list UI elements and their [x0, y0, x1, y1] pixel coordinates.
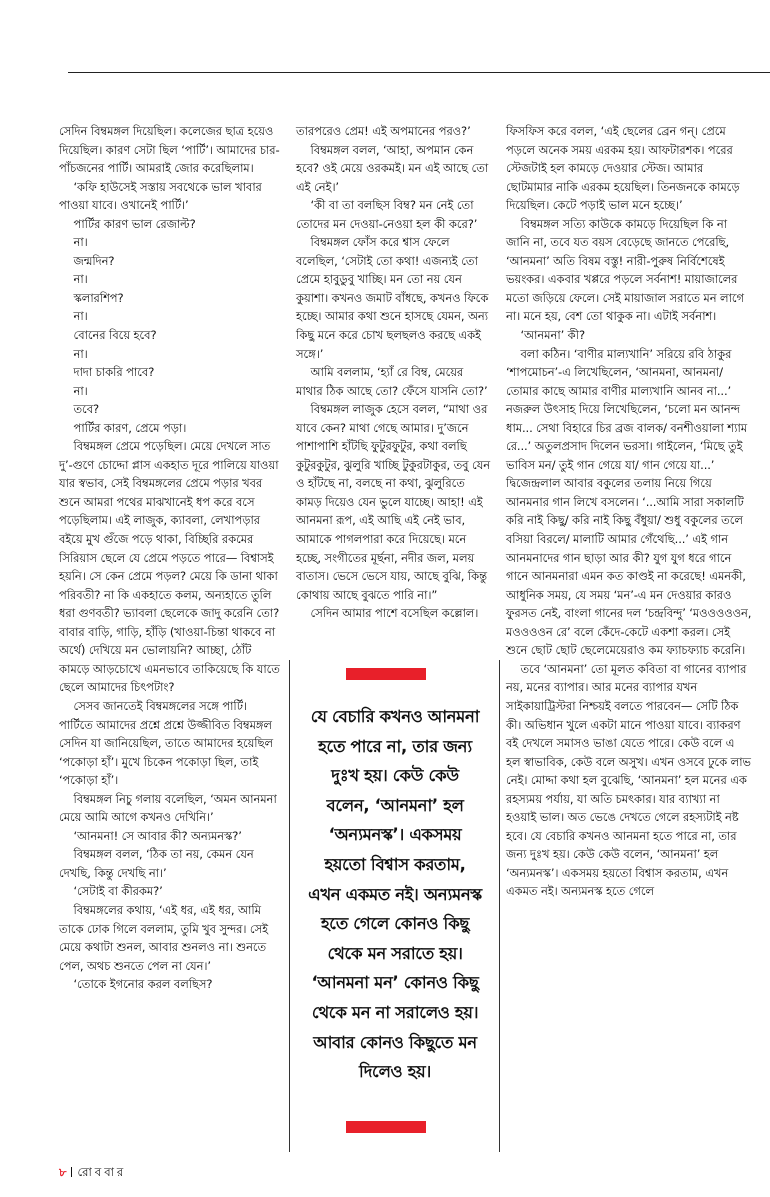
paragraph: বিম্বমঙ্গলের কথায়, ‘এই ধর, এই ধর, আমি তাকে ঢোক গিলে বললাম, তুমি খুব সুন্দর। সেই মেয়ে কথাটা শুনল, আবার শুনলও না। শুনতে পেল, অথচ শুনতে পেল না যেন।’ [59, 902, 268, 973]
paragraph: না। [73, 235, 88, 250]
paragraph: তবে? [73, 402, 100, 417]
folio-divider [71, 1167, 72, 1177]
pull-quote [296, 664, 492, 1148]
paragraph: আমি বললাম, ‘হ্যাঁ রে বিম্ব, মেয়ের মাথার ঠিক আছে তো? ফেঁসে যাসনি তো?’ [296, 365, 488, 398]
paragraph: তারপরেও প্রেম! এই অপমানের পরও?’ [296, 124, 471, 138]
paragraph: বিম্বমঙ্গল ফোঁস করে শ্বাস ফেলে বলেছিল, ‘সেটাই তো কথা! এজন্যই তো প্রেমে হাবুডুবু খাচ্ছি। মন তো নয় যেন কুয়াশা। কখনও জমাট বাঁধছে, কখনও ফিকে হচ্ছে। আমার কথা শুনে হাসছে যেমন, অন্য কিছু মনে করে চোখ ছলছলও করছে একই সঙ্গে।’ [296, 235, 489, 361]
paragraph: ‘কফি হাউসেই সস্তায় সবথেকে ভাল খাবার পাওয়া যাবে। ওখানেই পার্টি।’ [59, 179, 262, 213]
paragraph: পার্টির কারণ, প্রেমে পড়া। [73, 420, 187, 435]
paragraph: স্কলারশিপ? [73, 290, 124, 305]
article-column-3 [506, 122, 752, 901]
pull-quote-text: যে বেচারি কখনও আনমনা হতে পারে না, তার জন্য দুঃখ হয়। কেউ কেউ বলেন, ‘আনমনা’ হল ‘অন্যমনস্ক’। একসময় হয়তো বিশ্বাস করতাম, এখন একমত নই। অন্যমনস্ক হতে গেলে কোনও কিছু থেকে মন সরাতে হয়। ‘আনমনা মন’ কোনও কিছু থেকে মন না সরালেও হয়। আবার কোনও কিছুতে মন দিলেও হয়। [308, 707, 482, 1082]
paragraph: বিম্বমঙ্গল লাজুক হেসে বলল, “মাথা ওর যাবে কেন? মাথা গেছে আমার। দু’জনে পাশাপাশি হাঁটছি ফুটুরফুটুর, কথা বলছি কুটুরকুটুর, ঝুলুরি খাচ্ছি টুকুরটাকুর, তবু যেন ও হাঁটছে না, বলছে না কথা, ঝুলুরিতে কামড় দিয়েও যেন ভুলে যাচ্ছে। আহা! এই আনমনা রূপ, এই আছি এই নেই ভাব, আমাকে পাগলপারা করে দিয়েছে। মনে হচ্ছে, সংগীতের মূর্ছনা, নদীর জল, মলয় বাতাস। ভেসে ভেসে যায়, আছে বুঝি, কিন্তু কোথায় আছে বুঝতে পারি না।” [296, 402, 491, 602]
magazine-name: রোববার [77, 1165, 127, 1179]
column-divider-left [289, 660, 290, 1152]
paragraph: পার্টির কারণ ভাল রেজাল্ট? [73, 216, 196, 231]
paragraph: ‘আনমনা’ কী? [520, 328, 585, 343]
paragraph: বিম্বমঙ্গল প্রেমে পড়েছিল। মেয়ে দেখলে সাত দু’-গুণে চোদ্দো প্লাস একহাত দূরে পালিয়ে যাওয়া যার স্বভাব, সেই বিম্বমঙ্গলের প্রেমে পড়ার খবর শুনে আমরা পথের মাঝখানেই ধপ করে বসে পড়েছিলাম। এই লাজুক, ক্যাবলা, লেখাপড়ার বইয়ে মুখ গুঁজে পড়ে থাকা, বিচ্ছিরি রকমের সিরিয়াস ছেলে যে প্রেমে পড়তে পারে— বিশ্বাসই হয়নি। সে কেন প্রেমে পড়ল? মেয়ে কি ডানা থাকা পরিবতী? না কি একহাতে কলম, অন্যহাতে তুলি ধরা গুণবতী? ভ্যাবলা ছেলেকে জাদু করেনি তো? বাবার বাড়ি, গাড়ি, হাঁড়ি (খাওয়া-চিন্তা থাকবে না অর্থে) দেখিয়ে মন ভোলায়নি? আচ্ছা, ঠোঁট কামড়ে আড়চোখে এমনভাবে তাকিয়েছে কি যাতে ছেলে আমাদের চিৎপটাং? [59, 439, 280, 695]
paragraph: না। [73, 272, 88, 287]
paragraph: বোনের বিয়ে হবে? [73, 328, 157, 343]
paragraph: ফিসফিস করে বলল, ‘এই ছেলের ব্রেন গন্। প্রেমে পড়লে অনেক সময় এরকম হয়। আফটারশক। পরের স্টেজটাই হল কামড়ে দেওয়ার স্টেজ। আমার ছোটমামার নাকি এরকম হয়েছিল। তিনজনকে কামড়ে দিয়েছিল। কেটে পড়াই ভাল মনে হচ্ছে।’ [506, 124, 740, 213]
pull-quote-bottom-bar [346, 1121, 426, 1133]
paragraph: না। [73, 309, 88, 324]
paragraph: ‘তোকে ইগনোর করল বলছিস? [73, 977, 213, 992]
paragraph: ‘কী বা তা বলছিস বিম্ব? মন নেই তো তোদের মন দেওয়া-নেওয়া হল কী করে?’ [296, 198, 478, 231]
paragraph: তবে ‘আনমনা’ তো মূলত কবিতা বা গানের ব্যাপার নয়, মনের ব্যাপার। আর মনের ব্যাপার যখন সাইকায়াট্রিস্টরা নিশ্চয়ই বলতে পারবেন— সেটি ঠিক কী। অভিধান খুলে একটা মানে পাওয়া যাবে। ব্যাকরণ বই দেখলে সমাসও ভাঙা যেতে পারে। কেউ বলে এ হল স্বাভাবিক, কেউ বলে অসুখ। এখন ওসবে ঢুকে লাভ নেই। মোদ্দা কথা হল বুঝেছি, ‘আনমনা’ হল মনের এক রহস্যময় পর্যায়, যা অতি চমৎকার। যার ব্যাখ্যা না হওয়াই ভাল। অত ভেঙে দেখতে গেলে রহস্যটাই নষ্ট হবে। যে বেচারি কখনও আনমনা হতে পারে না, তার জন্য দুঃখ হয়। কেউ কেউ বলেন, ‘আনমনা’ হল ‘অন্যমনস্ক’। একসময় হয়তো বিশ্বাস করতাম, এখন একমত নই। অন্যমনস্ক হতে গেলে [506, 661, 751, 899]
paragraph: সেসব জানতেই বিম্বমঙ্গলের সঙ্গে পার্টি। পার্টিতে আমাদের প্রশ্নে প্রশ্নে উজ্জীবিত বিম্বমঙ্গল সেদিন যা জানিয়েছিল, তাতে আমাদের হয়েছিল ‘পকোড়া হাঁ’। মুখে চিকেন পকোড়া ছিল, তাই ‘পকোড়া হাঁ’। [59, 698, 273, 788]
folio [59, 1164, 126, 1183]
paragraph: বিম্বমঙ্গল নিচু গলায় বলেছিল, ‘অমন আনমনা মেয়ে আমি আগে কখনও দেখিনি।’ [59, 791, 277, 825]
paragraph: সেদিন আমার পাশে বসেছিল কল্লোল। [310, 606, 479, 621]
pull-quote-top-bar [346, 668, 426, 680]
paragraph: বিম্বমঙ্গল বলল, ‘ঠিক তা নয়, কেমন যেন দেখছি, কিন্তু দেখছি না।’ [59, 847, 254, 880]
column-divider-right [499, 660, 500, 1152]
paragraph: সেদিন বিম্বমঙ্গল দিয়েছিল। কলেজের ছাত্র হয়েও দিয়েছিল। কারণ সেটা ছিল ‘পার্টি’। আমাদের চার-পাঁচজনের পার্টি। আমরাই জোর করেছিলাম। [59, 124, 280, 176]
paragraph: বিম্বমঙ্গল সত্যি কাউকে কামড়ে দিয়েছিল কি না জানি না, তবে যত বয়স বেড়েছে জানতে পেরেছি, ‘আনমনা’ অতি বিষম বস্তু! নারী-পুরুষ নির্বিশেষেই ভয়ংকর। একবার খপ্পরে পড়লে সর্বনাশ! মায়াজালের মতো জড়িয়ে ফেলে। সেই মায়াজাল সরাতে মন লাগে না। মনে হয়, বেশ তো থাকুক না। এটাই সর্বনাশ। [506, 216, 744, 324]
article-column-1 [59, 122, 281, 994]
header-rule [68, 72, 770, 73]
paragraph: ‘সেটাই বা কীরকম?’ [73, 884, 163, 899]
article-column-2 [296, 122, 492, 623]
paragraph: ‘আনমনা! সে আবার কী? অন্যমনস্ক?’ [73, 828, 242, 843]
page-number: ৮ [59, 1165, 67, 1179]
paragraph: না। [73, 383, 88, 398]
paragraph: জন্মদিন? [73, 253, 115, 268]
paragraph: বিম্বমঙ্গল বলল, ‘আহা, অপমান কেন হবে? ওই মেয়ে ওরকমই। মন এই আছে তো এই নেই।’ [296, 142, 489, 194]
paragraph: বলা কঠিন। ‘বাণীর মাল্যখানি’ সরিয়ে রবি ঠাকুর ‘শাপমোচন’-এ লিখেছিলেন, ‘আনমনা, আনমনা/ তোমার কাছে আমার বাণীর মাল্যখানি আনব না...’ নজরুল উৎসাহ দিয়ে লিখেছিলেন, ‘চলো মন আনন্দ ধাম... সেথা বিহারে চির ব্রজ বালক/ বনশীওয়ালা শ্যাম রে...’ অতুলপ্রসাদ দিলেন ভরসা। গাইলেন, ‘মিছে তুই ভাবিস মন/ তুই গান গেয়ে যা/ গান গেয়ে যা...’ দ্বিজেন্দ্রলাল আবার বকুলের তলায় নিয়ে গিয়ে আনমনার গান লিখে বসলেন। ‘...আমি সারা সকালটি করি নাই কিছু/ করি নাই কিছু বঁধুয়া/ শুধু বকুলের তলে বসিয়া বিরলে/ মালাটি আমার গেঁথেছি...’ এই গান আনমনাদের গান ছাড়া আর কী? যুগ যুগ ধরে গানে গানে আনমনারা এমন কত কাণ্ডই না করেছে! এমনকী, আধুনিক সময়, যে সময় ‘মন’-এ মন দেওয়ার কারও ফুরসত নেই, বাংলা গানের দল ‘চন্দ্রবিন্দু’ ‘মওওওওওন, মওওওওন রে’ বলে কেঁদে-কেটে একশা করল। সেই শুনে ছোট ছোট ছেলেমেয়েরাও কম ফ্যাচফ্যাচ করেনি। [506, 346, 752, 658]
paragraph: না। [73, 346, 88, 361]
paragraph: দাদা চাকরি পাবে? [73, 365, 155, 380]
